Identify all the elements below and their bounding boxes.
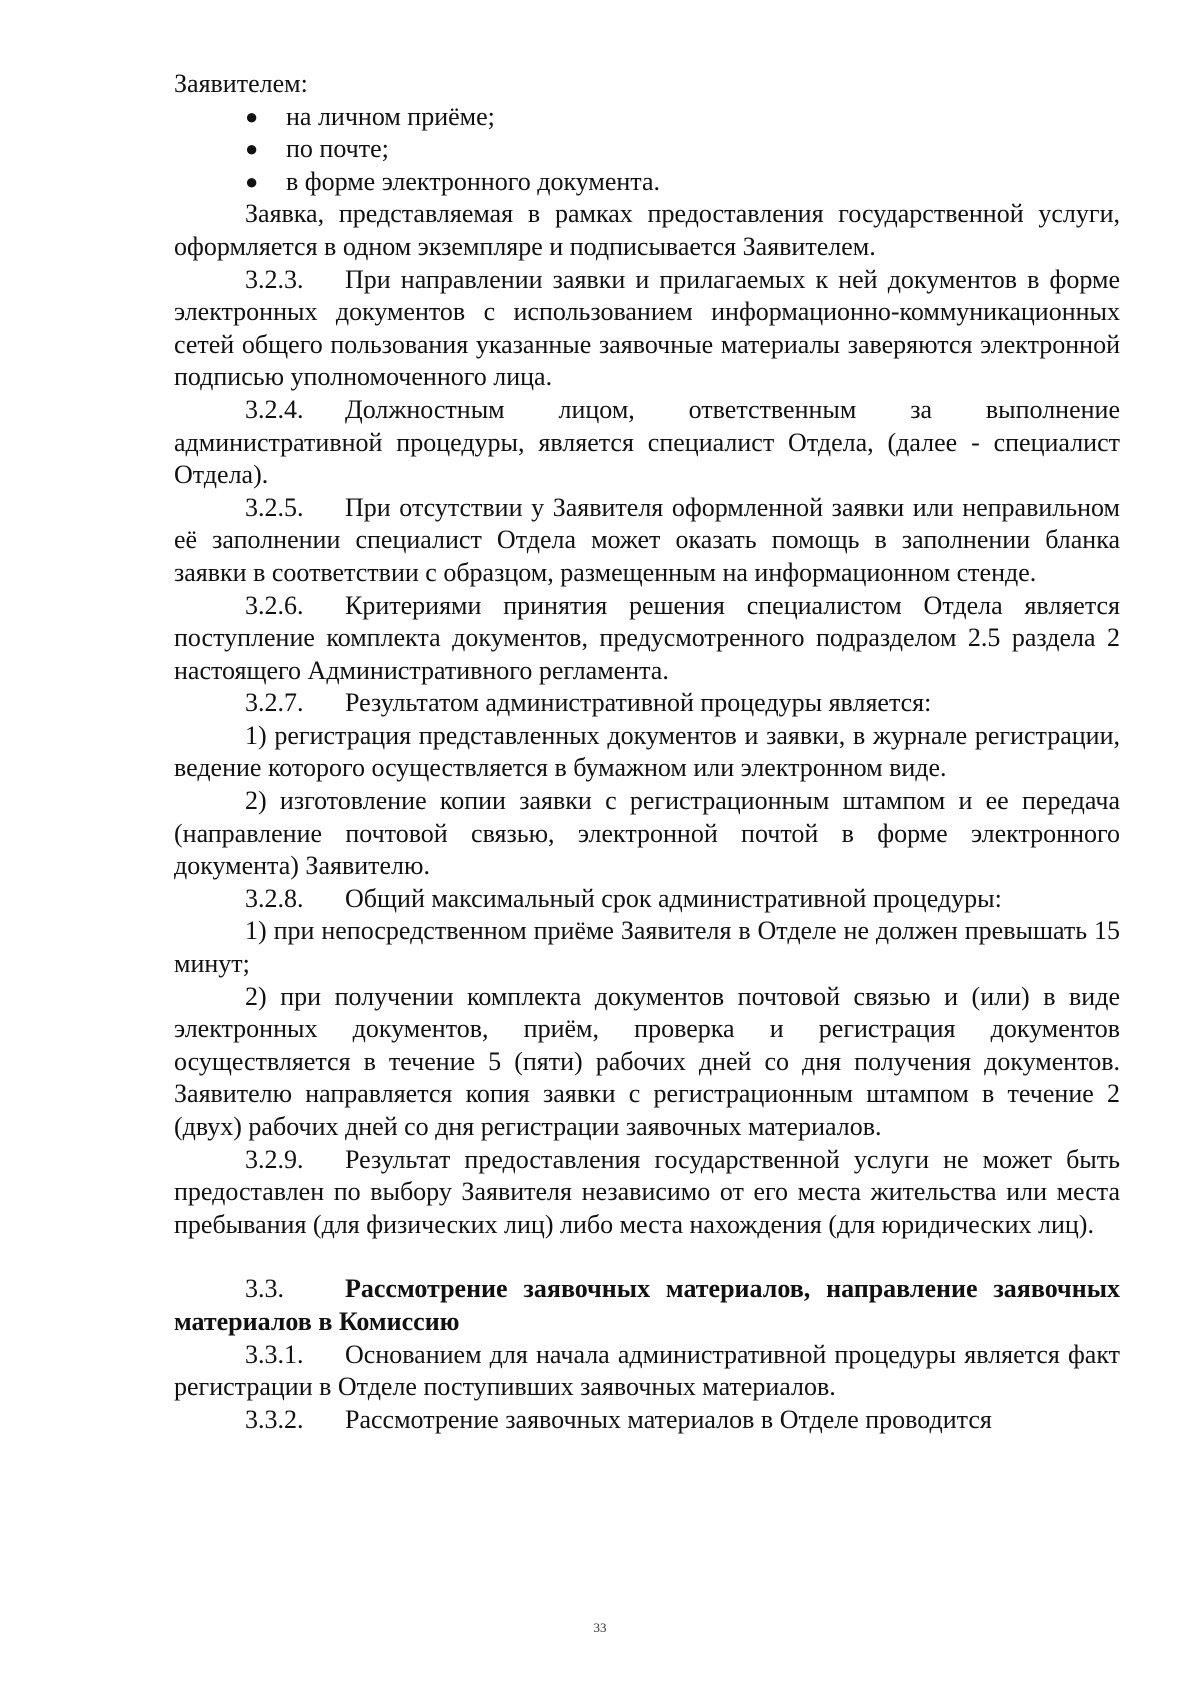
clause-text: Основанием для начала административной процедуры является факт регистрации в Отделе поступивших заявочных материалов. (174, 1339, 1120, 1402)
clause-number: 3.2.9. (245, 1144, 304, 1174)
intro-line: Заявителем: (174, 69, 308, 98)
bullet-list (174, 101, 1120, 199)
bullet-icon: ● (245, 136, 259, 162)
subitem-text: 2) при получении комплекта документов почтовой связью и (или) в виде электронных документов, приём, проверка и регистрация документов осуществляется в течение 5 (пяти) рабочих дней со дня получения документов. Заявителю направляется копия заявки с регистрационным штампом в течение 2 (двух) рабочих дней со дня регистрации заявочных материалов. (174, 981, 1120, 1141)
paragraph (174, 198, 1120, 263)
list-item (174, 101, 1120, 134)
clause-text: Общий максимальный срок административной процедуры: (345, 883, 1002, 913)
clause-text: Должностным лицом, ответственным за выполнение административной процедуры, является специалист Отдела, (далее - специалист Отдела). (174, 394, 1120, 490)
clause-number: 3.2.5. (245, 492, 304, 522)
section-number: 3.3. (245, 1274, 284, 1304)
clause-text: При направлении заявки и прилагаемых к ней документов в форме электронных документов с использованием информационно-коммуникационных сетей общего пользования указанные заявочные материалы заверяются электронной подписью уполномоченного лица. (174, 264, 1120, 392)
clause-3-2-8 (174, 883, 1120, 916)
subitem-text: 1) при непосредственном приёме Заявителя в Отделе не должен превышать 15 минут; (174, 916, 1120, 979)
bullet-icon: ● (245, 168, 259, 194)
clause-number: 3.2.3. (245, 264, 304, 294)
clause-3-2-3 (174, 264, 1120, 394)
clause-number: 3.3.2. (245, 1404, 304, 1434)
clause-3-2-7 (174, 687, 1120, 720)
bullet-icon: ● (245, 103, 259, 129)
subitem-2 (174, 785, 1120, 883)
subitem-1 (174, 915, 1120, 980)
list-item (174, 166, 1120, 199)
clause-text: При отсутствии у Заявителя оформленной заявки или неправильном её заполнении специалист Отдела может оказать помощь в заполнении бланка заявки в соответствии с образцом, размещенным на информационном стенде. (174, 492, 1120, 587)
clause-text: Критериями принятия решения специалистом Отдела является поступление комплекта документов, предусмотренного подразделом 2.5 раздела 2 настоящего Административного регламента. (174, 590, 1120, 685)
clause-number: 3.2.6. (245, 590, 304, 620)
subitem-text: 2) изготовление копии заявки с регистрационным штампом и ее передача (направление почтовой связью, электронной почтой в форме электронного документа) Заявителю. (174, 786, 1120, 881)
clause-3-2-9 (174, 1144, 1120, 1242)
clause-text: Результатом административной процедуры является: (345, 688, 932, 718)
page-number: 33 (593, 1620, 607, 1635)
subitem-1 (174, 720, 1120, 785)
clause-text: Результат предоставления государственной услуги не может быть предоставлен по выбору Заявителя независимо от его места жительства или места пребывания (для физических лиц) либо места нахождения (для юридических лиц). (174, 1144, 1120, 1239)
clause-text: Рассмотрение заявочных материалов в Отделе проводится (345, 1404, 992, 1434)
subitem-text: 1) регистрация представленных документов и заявки, в журнале регистрации, ведение которого осуществляется в бумажном или электронном виде. (174, 720, 1120, 783)
clause-3-2-6 (174, 590, 1120, 688)
clause-number: 3.3.1. (245, 1339, 304, 1369)
clause-3-2-5 (174, 492, 1120, 590)
clause-3-3-1 (174, 1339, 1120, 1404)
subitem-2 (174, 981, 1120, 1144)
clause-number: 3.2.8. (245, 883, 304, 913)
list-item-text: по почте; (286, 134, 389, 164)
list-item-text: на личном приёме; (286, 101, 495, 131)
paragraph-text: Заявка, представляемая в рамках предоставления государственной услуги, оформляется в одном экземпляре и подписывается Заявителем. (174, 199, 1120, 261)
page-content (174, 68, 1120, 1436)
clause-3-2-4 (174, 394, 1120, 492)
clause-3-3-2 (174, 1404, 1120, 1437)
clause-number: 3.2.4. (245, 394, 304, 424)
section-title: Рассмотрение заявочных материалов, направление заявочных материалов в Комиссию (174, 1274, 1120, 1336)
list-item (174, 133, 1120, 166)
clause-number: 3.2.7. (245, 688, 304, 718)
section-heading (174, 1273, 1120, 1338)
list-item-text: в форме электронного документа. (286, 166, 661, 196)
